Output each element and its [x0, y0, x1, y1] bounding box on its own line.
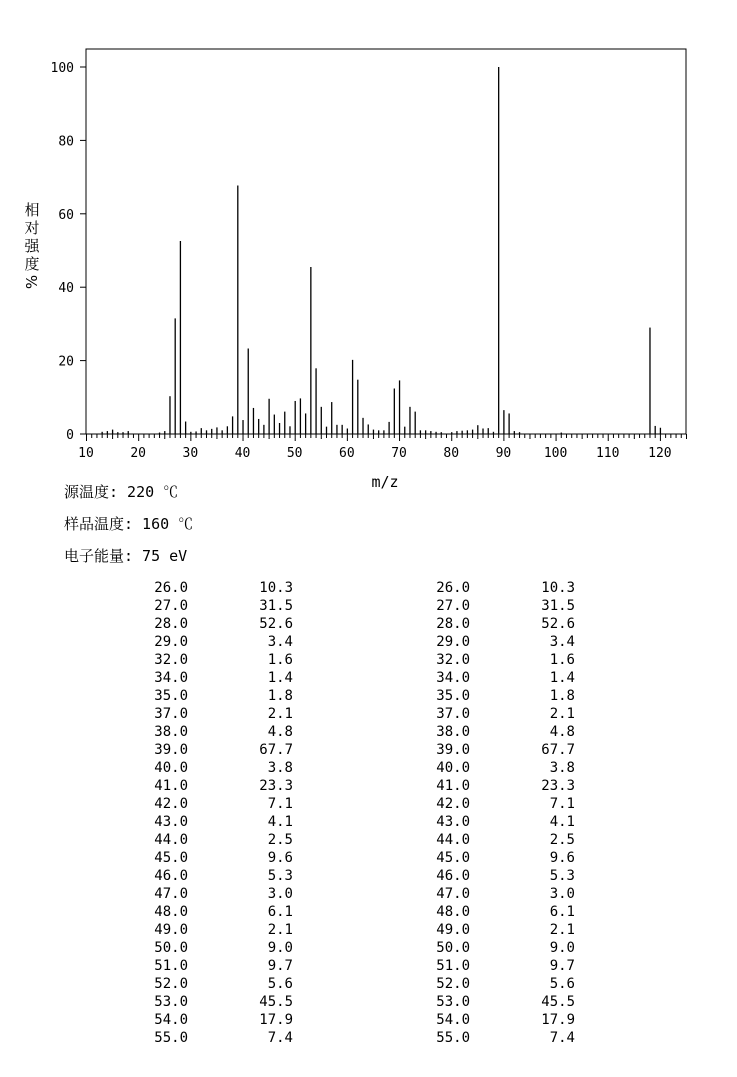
mz-value: 34.0: [436, 670, 470, 686]
y-tick-label: 80: [58, 134, 74, 150]
abundance-value: 6.1: [267, 904, 293, 920]
y-axis-label-char: 对: [24, 219, 40, 237]
mz-value: 51.0: [436, 958, 470, 974]
y-tick-label: 100: [50, 61, 74, 76]
table-row: [415, 939, 575, 957]
table-row: [415, 921, 575, 939]
table-row: [415, 975, 575, 993]
table-row: [133, 579, 293, 597]
mz-value: 54.0: [154, 1012, 188, 1028]
table-row: [133, 705, 293, 723]
table-row: [415, 705, 575, 723]
table-row: [133, 633, 293, 651]
table-row: [133, 975, 293, 993]
abundance-value: 10.3: [259, 580, 293, 596]
abundance-value: 4.8: [267, 724, 293, 740]
table-row: [415, 849, 575, 867]
mz-value: 41.0: [436, 778, 470, 794]
mz-value: 47.0: [154, 886, 188, 902]
source-temperature: 源温度: 220 ℃: [64, 483, 179, 501]
table-row: [415, 957, 575, 975]
table-row: [133, 687, 293, 705]
x-tick-label: 50: [286, 446, 303, 461]
table-row: [415, 993, 575, 1011]
mz-value: 29.0: [436, 634, 470, 650]
y-tick-label: 40: [58, 281, 74, 297]
abundance-value: 5.6: [549, 976, 575, 992]
x-tick-label: 20: [130, 446, 147, 461]
mz-value: 26.0: [154, 580, 188, 596]
y-axis: [51, 61, 86, 443]
abundance-value: 23.3: [259, 778, 293, 794]
abundance-value: 4.1: [549, 814, 575, 830]
abundance-value: 4.8: [549, 724, 575, 740]
abundance-value: 6.1: [549, 904, 575, 920]
mz-value: 37.0: [154, 706, 188, 722]
table-row: [133, 957, 293, 975]
x-tick-label: 40: [234, 446, 251, 461]
mz-value: 53.0: [154, 994, 188, 1010]
abundance-value: 9.6: [549, 850, 575, 866]
abundance-value: 4.1: [267, 814, 293, 830]
abundance-value: 52.6: [259, 616, 293, 632]
abundance-value: 1.6: [267, 652, 293, 668]
abundance-value: 2.1: [267, 706, 293, 722]
abundance-value: 1.8: [549, 688, 575, 704]
table-row: [133, 741, 293, 759]
abundance-value: 45.5: [259, 994, 293, 1010]
abundance-value: 2.1: [267, 922, 293, 938]
y-tick-label: 60: [58, 207, 74, 223]
abundance-value: 67.7: [541, 742, 575, 758]
table-row: [415, 831, 575, 849]
table-row: [415, 687, 575, 705]
mz-value: 49.0: [436, 922, 470, 938]
table-row: [133, 597, 293, 615]
abundance-value: 3.8: [267, 760, 293, 776]
abundance-value: 2.1: [549, 706, 575, 722]
abundance-value: 10.3: [541, 580, 575, 596]
mz-value: 43.0: [436, 814, 470, 830]
x-tick-label: 120: [648, 446, 672, 461]
table-row: [133, 651, 293, 669]
abundance-value: 5.3: [549, 868, 575, 884]
abundance-value: 9.6: [267, 850, 293, 866]
table-row: [133, 1029, 293, 1047]
abundance-value: 9.0: [267, 940, 293, 956]
peak-table-right: [415, 579, 575, 1047]
mz-value: 39.0: [436, 742, 470, 758]
abundance-value: 17.9: [541, 1012, 575, 1028]
x-axis-label: m/z: [371, 473, 399, 491]
table-row: [415, 795, 575, 813]
mz-value: 38.0: [436, 724, 470, 740]
abundance-value: 2.5: [267, 832, 293, 848]
mz-value: 26.0: [436, 580, 470, 596]
mz-value: 53.0: [436, 994, 470, 1010]
x-tick-label: 60: [339, 446, 355, 461]
y-axis-label-char: 强: [24, 237, 40, 255]
table-row: [133, 921, 293, 939]
table-row: [415, 579, 575, 597]
mz-value: 50.0: [436, 940, 470, 956]
mz-value: 44.0: [154, 832, 188, 848]
abundance-value: 3.8: [549, 760, 575, 776]
table-row: [133, 777, 293, 795]
x-tick-label: 10: [78, 446, 94, 461]
abundance-value: 9.0: [549, 940, 575, 956]
abundance-value: 17.9: [259, 1012, 293, 1028]
y-axis-label-char: 相: [24, 201, 40, 219]
y-axis-label-char: 度: [24, 255, 40, 273]
mz-value: 28.0: [436, 616, 470, 632]
x-tick-label: 80: [443, 446, 460, 461]
abundance-value: 7.1: [549, 796, 575, 812]
table-row: [133, 813, 293, 831]
abundance-value: 7.4: [549, 1030, 575, 1046]
mz-value: 52.0: [154, 976, 188, 992]
y-axis-label: [23, 201, 41, 289]
table-row: [415, 723, 575, 741]
x-tick-label: 30: [182, 446, 199, 461]
mass-spectrum-chart: [0, 0, 737, 500]
table-row: [415, 615, 575, 633]
table-row: [133, 867, 293, 885]
x-tick-label: 70: [391, 446, 407, 461]
abundance-value: 1.4: [267, 670, 293, 686]
mz-value: 35.0: [436, 688, 470, 704]
mz-value: 38.0: [154, 724, 188, 740]
table-row: [133, 723, 293, 741]
table-row: [415, 741, 575, 759]
x-tick-label: 100: [543, 446, 568, 461]
table-row: [133, 795, 293, 813]
abundance-value: 9.7: [549, 958, 575, 974]
sample-temperature: 样品温度: 160 ℃: [64, 515, 194, 533]
mz-value: 40.0: [436, 760, 470, 776]
abundance-value: 3.0: [549, 886, 575, 902]
mz-value: 37.0: [436, 706, 470, 722]
mz-value: 55.0: [436, 1030, 470, 1046]
x-axis: [78, 434, 686, 461]
mz-value: 27.0: [154, 598, 188, 614]
abundance-value: 3.4: [549, 634, 575, 650]
table-row: [415, 1011, 575, 1029]
table-row: [415, 597, 575, 615]
spectrum-bars: [102, 67, 660, 434]
mz-value: 48.0: [154, 904, 188, 920]
mz-value: 32.0: [154, 652, 188, 668]
table-row: [415, 759, 575, 777]
table-row: [415, 1029, 575, 1047]
x-tick-label: 90: [495, 446, 512, 461]
table-row: [415, 777, 575, 795]
abundance-value: 45.5: [541, 994, 575, 1010]
abundance-value: 9.7: [267, 958, 293, 974]
mz-value: 51.0: [154, 958, 188, 974]
table-row: [415, 813, 575, 831]
abundance-value: 67.7: [259, 742, 293, 758]
table-row: [133, 885, 293, 903]
abundance-value: 3.0: [267, 886, 293, 902]
abundance-value: 7.1: [267, 796, 293, 812]
mz-value: 39.0: [154, 742, 188, 758]
y-tick-label: 20: [58, 354, 74, 370]
mz-value: 29.0: [154, 634, 188, 650]
abundance-value: 52.6: [541, 616, 575, 632]
mz-value: 52.0: [436, 976, 470, 992]
table-row: [415, 885, 575, 903]
plot-border: [86, 49, 686, 434]
mz-value: 27.0: [436, 598, 470, 614]
mz-value: 43.0: [154, 814, 188, 830]
mz-value: 50.0: [154, 940, 188, 956]
mz-value: 54.0: [436, 1012, 470, 1028]
abundance-value: 5.3: [267, 868, 293, 884]
mz-value: 42.0: [436, 796, 470, 812]
mz-value: 49.0: [154, 922, 188, 938]
table-row: [133, 615, 293, 633]
mz-value: 46.0: [436, 868, 470, 884]
plot-frame: [86, 49, 686, 434]
abundance-value: 23.3: [541, 778, 575, 794]
mz-value: 32.0: [436, 652, 470, 668]
abundance-value: 3.4: [267, 634, 293, 650]
table-row: [133, 849, 293, 867]
mz-value: 45.0: [436, 850, 470, 866]
table-row: [133, 903, 293, 921]
abundance-value: 31.5: [541, 598, 575, 614]
table-row: [415, 633, 575, 651]
abundance-value: 2.1: [549, 922, 575, 938]
mz-value: 46.0: [154, 868, 188, 884]
abundance-value: 2.5: [549, 832, 575, 848]
table-row: [415, 651, 575, 669]
mz-value: 35.0: [154, 688, 188, 704]
electron-energy: 电子能量: 75 eV: [64, 547, 188, 565]
y-tick-label: 0: [66, 428, 74, 443]
mz-value: 55.0: [154, 1030, 188, 1046]
abundance-value: 7.4: [267, 1030, 293, 1046]
mz-value: 47.0: [436, 886, 470, 902]
abundance-value: 1.4: [549, 670, 575, 686]
table-row: [133, 831, 293, 849]
mz-value: 45.0: [154, 850, 188, 866]
mz-value: 34.0: [154, 670, 188, 686]
table-row: [415, 867, 575, 885]
mz-value: 40.0: [154, 760, 188, 776]
mz-value: 41.0: [154, 778, 188, 794]
mz-value: 42.0: [154, 796, 188, 812]
table-row: [415, 669, 575, 687]
table-row: [133, 759, 293, 777]
peak-table-left: [133, 579, 293, 1047]
abundance-value: 1.6: [549, 652, 575, 668]
y-axis-label-char: %: [23, 274, 41, 290]
abundance-value: 1.8: [267, 688, 293, 704]
table-row: [133, 669, 293, 687]
table-row: [133, 939, 293, 957]
abundance-value: 5.6: [267, 976, 293, 992]
abundance-value: 31.5: [259, 598, 293, 614]
table-row: [133, 993, 293, 1011]
mz-value: 44.0: [436, 832, 470, 848]
table-row: [133, 1011, 293, 1029]
mz-value: 48.0: [436, 904, 470, 920]
x-tick-label: 110: [595, 446, 620, 461]
mz-value: 28.0: [154, 616, 188, 632]
table-row: [415, 903, 575, 921]
